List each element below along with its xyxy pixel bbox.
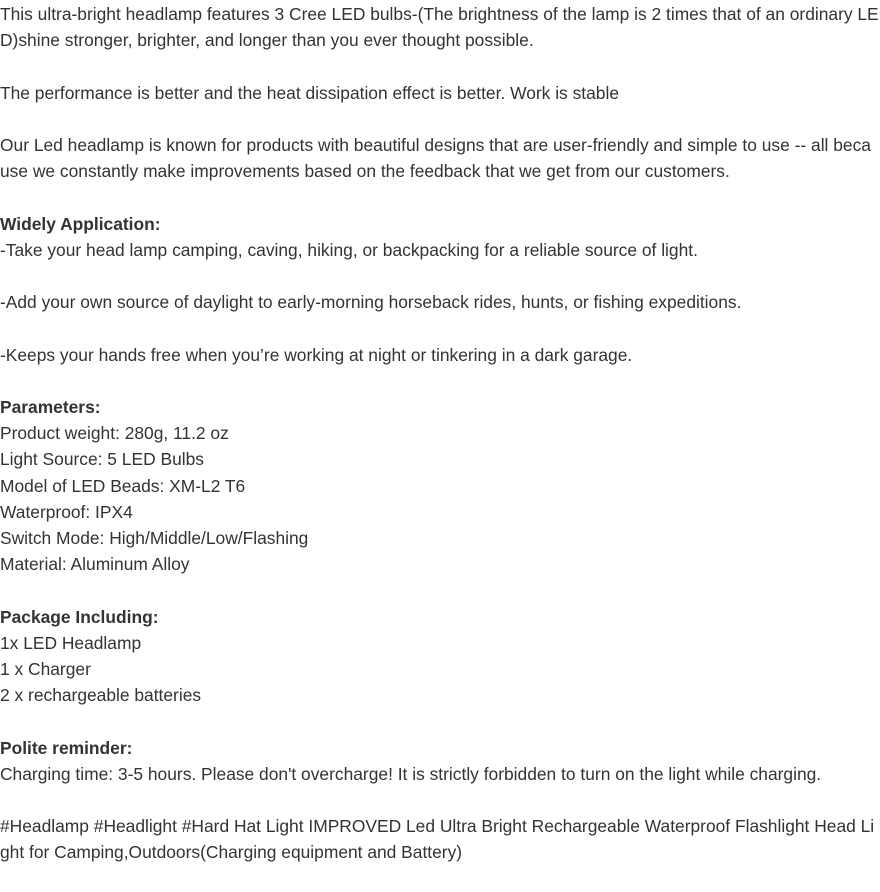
application-heading: Widely Application: bbox=[0, 213, 161, 234]
parameter-led-model: Model of LED Beads: XM-L2 T6 bbox=[0, 475, 246, 496]
application-item: -Take your head lamp camping, caving, hiking, or backpacking for a reliable source of light. bbox=[0, 239, 698, 260]
spacer bbox=[0, 787, 880, 813]
spacer bbox=[0, 577, 880, 603]
spacer bbox=[0, 106, 880, 132]
package-item: 1x LED Headlamp bbox=[0, 632, 142, 653]
parameter-switch-mode: Switch Mode: High/Middle/Low/Flashing bbox=[0, 527, 309, 548]
application-item: -Add your own source of daylight to early-morning horseback rides, hunts, or fishing expeditions. bbox=[0, 292, 742, 313]
parameter-weight: Product weight: 280g, 11.2 oz bbox=[0, 423, 229, 444]
parameter-waterproof: Waterproof: IPX4 bbox=[0, 501, 133, 522]
intro-paragraph-design: Our Led headlamp is known for products with beautiful designs that are user-friendly and simple to use -- all because we constantly make improvements based on the feedback that we get from our customers. bbox=[0, 134, 871, 182]
spacer bbox=[0, 53, 880, 79]
package-item: 1 x Charger bbox=[0, 658, 91, 679]
reminder-text: Charging time: 3-5 hours. Please don't overcharge! It is strictly forbidden to turn on the light while charging. bbox=[0, 763, 822, 784]
package-heading: Package Including: bbox=[0, 606, 159, 627]
spacer bbox=[0, 263, 880, 289]
spacer bbox=[0, 315, 880, 341]
intro-paragraph-performance: The performance is better and the heat dissipation effect is better. Work is stable bbox=[0, 82, 619, 103]
parameter-material: Material: Aluminum Alloy bbox=[0, 554, 190, 575]
parameters-heading: Parameters: bbox=[0, 396, 101, 417]
spacer bbox=[0, 368, 880, 394]
application-item: -Keeps your hands free when you’re working at night or tinkering in a dark garage. bbox=[0, 344, 633, 365]
spacer bbox=[0, 184, 880, 210]
reminder-heading: Polite reminder: bbox=[0, 737, 133, 758]
parameter-light-source: Light Source: 5 LED Bulbs bbox=[0, 449, 204, 470]
package-item: 2 x rechargeable batteries bbox=[0, 685, 202, 706]
intro-paragraph-brightness: This ultra-bright headlamp features 3 Cree LED bulbs-(The brightness of the lamp is 2 times that of an ordinary LED)shine stronger, brighter, and longer than you ever thought possible. bbox=[0, 4, 879, 51]
hashtags-text: #Headlamp #Headlight #Hard Hat Light IMPROVED Led Ultra Bright Rechargeable Waterproof Flashlight Head Light for Camping,Outdoors(Charging equipment and Battery) bbox=[0, 816, 875, 863]
spacer bbox=[0, 708, 880, 734]
